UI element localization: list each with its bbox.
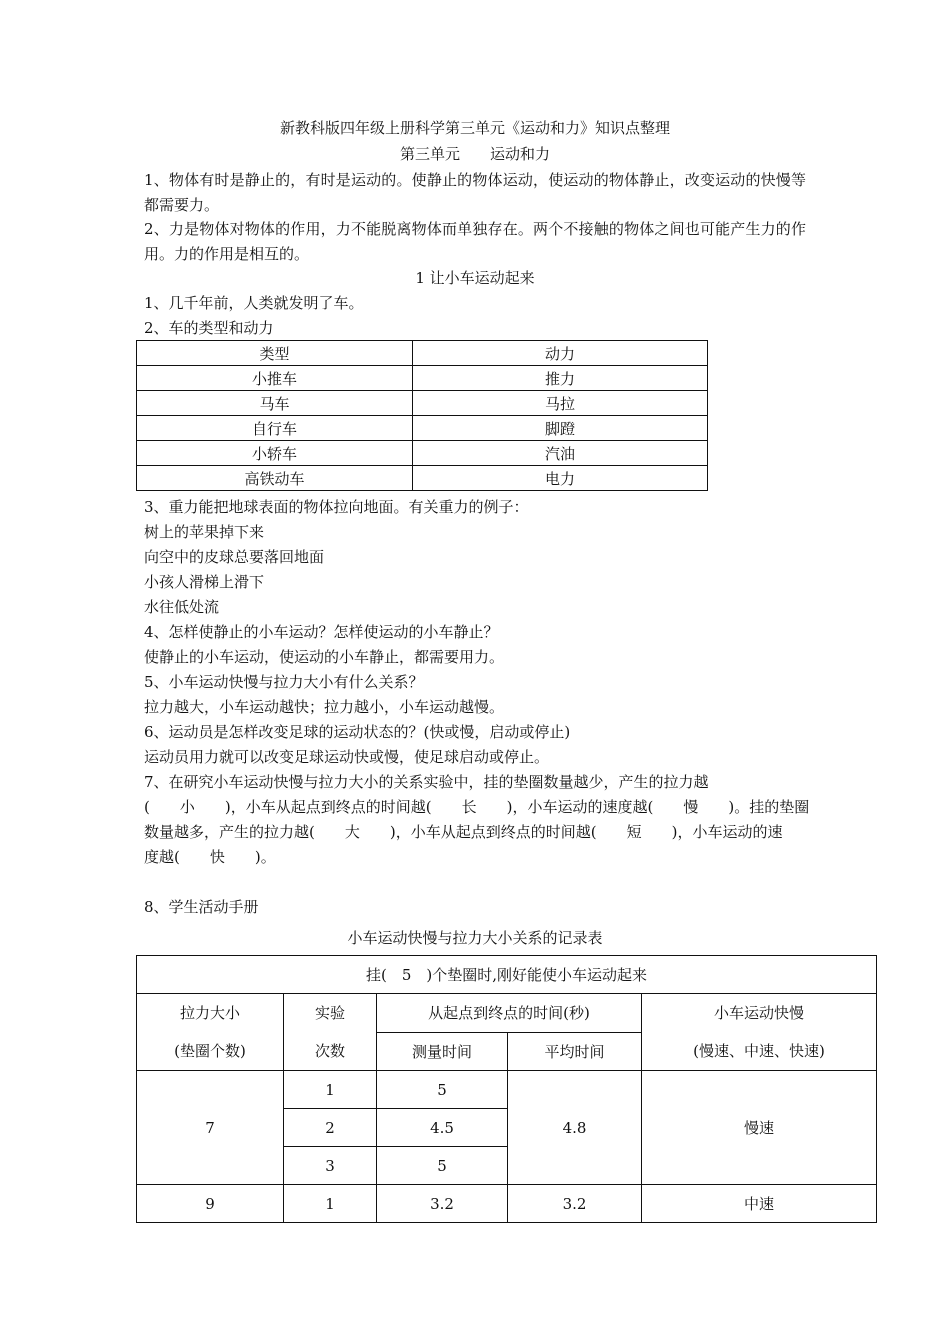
item-7-text: 。挂的垫圈 <box>734 798 810 816</box>
table-row <box>137 441 708 466</box>
item-7-text: 数量越多，产生的拉力越 <box>144 823 310 841</box>
header-trial-label: 实验 <box>314 1004 345 1022</box>
item-2: 2、车的类型和动力 <box>144 319 274 337</box>
lesson-title: 1 让小车运动起来 <box>415 269 535 287</box>
item-1: 1、几千年前，人类就发明了车。 <box>144 294 364 312</box>
trial-cell: 1 <box>284 1185 377 1223</box>
table-row <box>137 1185 877 1223</box>
fill-blank-long: ( 长 ) <box>425 798 513 816</box>
header-type: 类型 <box>137 341 413 366</box>
fill-blank-fast: ( 快 ) <box>174 848 261 866</box>
vehicle-power-cell: 脚蹬 <box>413 416 708 441</box>
header-force-label: 拉力大小 <box>179 1004 240 1022</box>
vehicle-type-cell: 小轿车 <box>137 441 413 466</box>
fill-blank-small: ( 小 ) <box>144 798 231 816</box>
table-row <box>137 466 708 491</box>
force-cell: 9 <box>137 1185 284 1223</box>
item-6-answer: 运动员用力就可以改变足球运动快或慢，使足球启动或停止。 <box>144 748 550 766</box>
measured-cell: 5 <box>377 1071 508 1109</box>
trial-cell: 3 <box>284 1147 377 1185</box>
item-7-line-1: 7、在研究小车运动快慢与拉力大小的关系实验中，挂的垫圈数量越少，产生的拉力越 <box>144 773 709 791</box>
unit-heading: 第三单元 运动和力 <box>399 145 550 163</box>
header-trial <box>284 994 377 1071</box>
table-row <box>137 1071 877 1109</box>
vehicle-type-cell: 高铁动车 <box>137 466 413 491</box>
measured-cell: 4.5 <box>377 1109 508 1147</box>
item-7-line-4 <box>144 847 276 867</box>
item-7-line-2 <box>144 797 809 817</box>
vehicle-type-cell: 小推车 <box>137 366 413 391</box>
header-power: 动力 <box>413 341 708 366</box>
item-3: 3、重力能把地球表面的物体拉向地面。有关重力的例子： <box>144 498 529 516</box>
item-6-question: 6、运动员是怎样改变足球的运动状态的？(快或慢，启动或停止) <box>144 723 571 741</box>
vehicle-type-cell: 马车 <box>137 391 413 416</box>
item-7-line-3 <box>144 822 782 842</box>
force-cell: 7 <box>137 1071 284 1185</box>
average-cell: 4.8 <box>508 1071 642 1185</box>
table-row <box>137 366 708 391</box>
header-measured: 测量时间 <box>377 1032 508 1071</box>
header-trial-sublabel: 次数 <box>314 1042 345 1060</box>
gravity-example: 小孩人滑梯上滑下 <box>144 573 265 591</box>
item-5-question: 5、小车运动快慢与拉力大小有什么关系？ <box>144 673 424 691</box>
item-4-answer: 使静止的小车运动，使运动的小车静止，都需要用力。 <box>144 648 505 666</box>
table-row <box>137 391 708 416</box>
record-table <box>136 955 877 1223</box>
item-7-text: ，小车运动的速度越 <box>512 798 648 816</box>
item-7-text: ，小车从起点到终点的时间越 <box>395 823 591 841</box>
header-force <box>137 994 284 1071</box>
trial-cell: 2 <box>284 1109 377 1147</box>
item-7-text: 。 <box>260 848 276 866</box>
intro-paragraph-2: 2、力是物体对物体的作用，力不能脱离物体而单独存在。两个不接触的物体之间也可能产生力的作用。力的作用是相互的。 <box>144 220 806 263</box>
fill-blank-slow: ( 慢 ) <box>647 798 735 816</box>
item-7-text: ，小车从起点到终点的时间越 <box>230 798 426 816</box>
item-4-question: 4、怎样使静止的小车运动？怎样使运动的小车静止？ <box>144 623 499 641</box>
vehicle-power-cell: 马拉 <box>413 391 708 416</box>
speed-cell: 中速 <box>642 1185 877 1223</box>
trial-cell: 1 <box>284 1071 377 1109</box>
table-row <box>137 416 708 441</box>
item-7-text: 度越 <box>144 848 175 866</box>
gravity-example: 向空中的皮球总要落回地面 <box>144 548 325 566</box>
intro-paragraph-1: 1、物体有时是静止的，有时是运动的。使静止的物体运动，使运动的物体静止，改变运动的快慢等都需要力。 <box>144 171 806 214</box>
vehicle-power-cell: 推力 <box>413 366 708 391</box>
average-cell: 3.2 <box>508 1185 642 1223</box>
table-row <box>137 956 877 994</box>
item-8: 8、学生活动手册 <box>144 898 259 916</box>
washer-count-row: 挂( 5 )个垫圈时,刚好能使小车运动起来 <box>137 956 877 994</box>
table-header-row <box>137 341 708 366</box>
header-force-sublabel: (垫圈个数) <box>174 1042 246 1060</box>
vehicle-power-table <box>136 340 708 491</box>
vehicle-type-cell: 自行车 <box>137 416 413 441</box>
table-header-row <box>137 994 877 1033</box>
document-title: 新教科版四年级上册科学第三单元《运动和力》知识点整理 <box>279 119 670 137</box>
fill-blank-large: ( 大 ) <box>309 823 396 841</box>
fill-blank-short: ( 短 ) <box>590 823 678 841</box>
header-speed-sublabel: (慢速、中速、快速) <box>693 1042 825 1060</box>
measured-cell: 3.2 <box>377 1185 508 1223</box>
measured-cell: 5 <box>377 1147 508 1185</box>
gravity-example: 树上的苹果掉下来 <box>144 523 265 541</box>
item-5-answer: 拉力越大，小车运动越快；拉力越小，小车运动越慢。 <box>144 698 505 716</box>
header-speed <box>642 994 877 1071</box>
vehicle-power-cell: 电力 <box>413 466 708 491</box>
header-time: 从起点到终点的时间(秒) <box>377 994 642 1033</box>
item-7-text: ，小车运动的速 <box>677 823 783 841</box>
speed-cell: 慢速 <box>642 1071 877 1185</box>
header-average: 平均时间 <box>508 1032 642 1071</box>
gravity-example: 水往低处流 <box>144 598 220 616</box>
header-speed-label: 小车运动快慢 <box>713 1004 804 1022</box>
vehicle-power-cell: 汽油 <box>413 441 708 466</box>
record-table-caption: 小车运动快慢与拉力大小关系的记录表 <box>347 929 603 947</box>
